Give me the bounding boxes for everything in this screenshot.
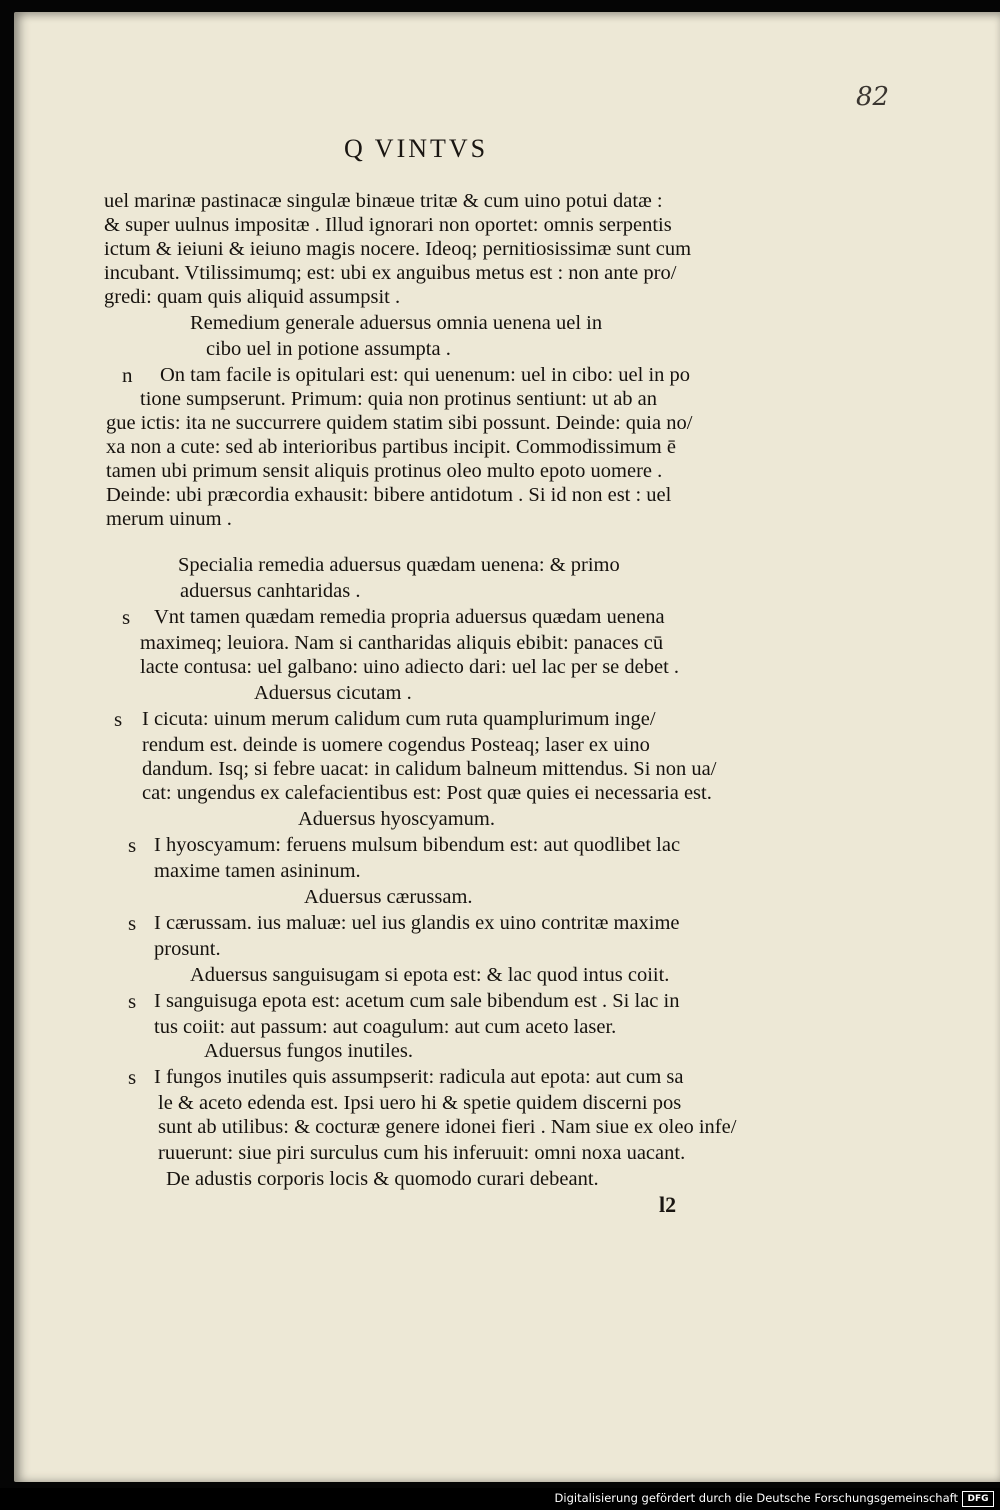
text-line: merum uinum . xyxy=(106,508,232,530)
text-line: cat: ungendus ex calefacientibus est: Post quæ quies ei necessaria est. xyxy=(142,782,712,804)
text-line: I fungos inutiles quis assumpserit: radicula aut epota: aut cum sa xyxy=(154,1066,684,1088)
section-heading: aduersus canhtaridas . xyxy=(180,580,361,602)
text-line: & super uulnus impositæ . Illud ignorari non oportet: omnis serpentis xyxy=(104,214,672,236)
section-heading: Aduersus cicutam . xyxy=(254,682,412,704)
funding-credit: Digitalisierung gefördert durch die Deutsche Forschungsgemeinschaft xyxy=(554,1491,958,1505)
section-heading: Specialia remedia aduersus quædam uenena: & primo xyxy=(178,554,620,576)
text-line: dandum. Isq; si febre uacat: in calidum balneum mittendus. Si non ua/ xyxy=(142,758,717,780)
initial-letter: s xyxy=(114,707,123,731)
text-line: ictum & ieiuni & ieiuno magis nocere. Ideoq; pernitiosissimæ sunt cum xyxy=(104,238,692,260)
text-line: I hyoscyamum: feruens mulsum bibendum est: aut quodlibet lac xyxy=(154,834,681,856)
text-line: xa non a cute: sed ab interioribus partibus incipit. Commodissimum ē xyxy=(106,436,676,458)
footer-bar xyxy=(0,1488,1000,1510)
text-line: tamen ubi primum sensit aliquis protinus oleo multo epoto uomere . xyxy=(106,460,663,482)
section-heading: Aduersus hyoscyamum. xyxy=(298,808,496,830)
running-head: Q VINTVS xyxy=(344,134,489,163)
text-line: prosunt. xyxy=(154,938,221,960)
initial-letter: n xyxy=(122,363,133,387)
text-line: tione sumpserunt. Primum: quia non protinus sentiunt: ut ab an xyxy=(140,388,658,410)
initial-letter: s xyxy=(122,605,131,629)
text-line: gredi: quam quis aliquid assumpsit . xyxy=(104,286,401,308)
text-line: sunt ab utilibus: & cocturæ genere idonei fieri . Nam siue ex oleo infe/ xyxy=(158,1116,737,1138)
text-line: I cærussam. ius maluæ: uel ius glandis ex uino contritæ maxime xyxy=(154,912,680,934)
section-heading: Remedium generale aduersus omnia uenena uel in xyxy=(190,312,603,334)
dfg-logo: DFG xyxy=(962,1491,994,1507)
text-line: maximeq; leuiora. Nam si cantharidas aliquis ebibit: panaces cū xyxy=(140,632,664,654)
book-page xyxy=(14,12,1000,1482)
text-line: Vnt tamen quædam remedia propria aduersus quædam uenena xyxy=(154,606,665,628)
initial-letter: s xyxy=(128,1065,137,1089)
text-line: le & aceto edenda est. Ipsi uero hi & spetie quidem discerni pos xyxy=(158,1092,682,1114)
text-line: I cicuta: uinum merum calidum cum ruta quamplurimum inge/ xyxy=(142,708,656,730)
initial-letter: s xyxy=(128,989,137,1013)
initial-letter: s xyxy=(128,833,137,857)
section-heading: Aduersus fungos inutiles. xyxy=(204,1040,413,1062)
text-line: ruuerunt: siue piri surculus cum his inferuuit: omni noxa uacant. xyxy=(158,1142,686,1164)
text-line: incubant. Vtilissimumq; est: ubi ex anguibus metus est : non ante pro/ xyxy=(104,262,677,284)
text-line: I sanguisuga epota est: acetum cum sale bibendum est . Si lac in xyxy=(154,990,680,1012)
section-heading: Aduersus sanguisugam si epota est: & lac quod intus coiit. xyxy=(190,964,670,986)
text-line: lacte contusa: uel galbano: uino adiecto dari: uel lac per se debet . xyxy=(140,656,680,678)
signature-mark: l2 xyxy=(659,1192,677,1217)
initial-letter: s xyxy=(128,911,137,935)
text-line: On tam facile is opitulari est: qui uenenum: uel in cibo: uel in po xyxy=(160,364,691,386)
text-line: Deinde: ubi præcordia exhausit: bibere antidotum . Si id non est : uel xyxy=(106,484,672,506)
text-line: gue ictis: ita ne succurrere quidem statim sibi possunt. Deinde: quia no/ xyxy=(106,412,693,434)
section-heading: Aduersus cærussam. xyxy=(304,886,473,908)
text-line: maxime tamen asininum. xyxy=(154,860,361,882)
folio-number: 82 xyxy=(856,82,890,112)
text-line: rendum est. deinde is uomere cogendus Posteaq; laser ex uino xyxy=(142,734,650,756)
section-heading: De adustis corporis locis & quomodo curari debeant. xyxy=(166,1168,599,1190)
text-line: tus coiit: aut passum: aut coagulum: aut cum aceto laser. xyxy=(154,1016,617,1038)
text-line: uel marinæ pastinacæ singulæ binæue tritæ & cum uino potui datæ : xyxy=(104,190,663,212)
section-heading: cibo uel in potione assumpta . xyxy=(206,338,451,360)
